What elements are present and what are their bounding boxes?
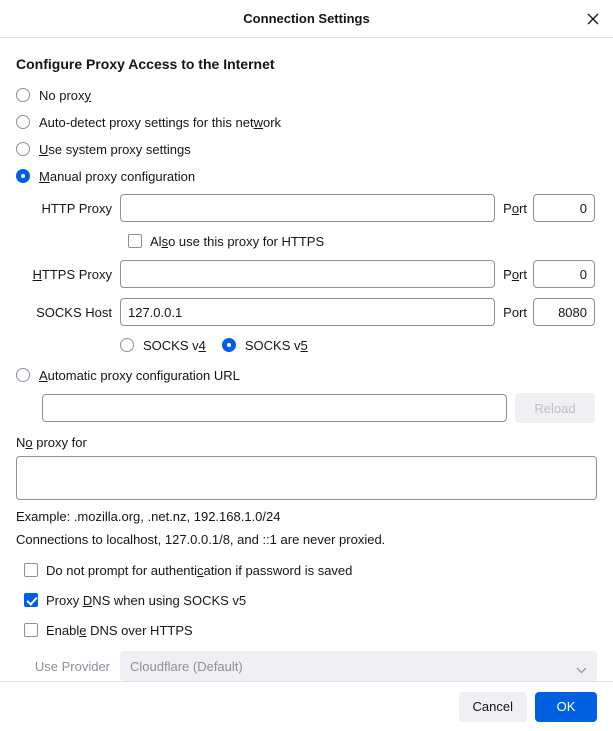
https-port-label: Port: [503, 266, 527, 282]
radio-socks-v4[interactable]: [120, 336, 206, 354]
no-proxy-label: No proxy for: [16, 435, 87, 450]
radio-socks-v4-indicator: [120, 338, 134, 352]
reload-button[interactable]: Reload: [515, 393, 595, 423]
dialog-footer: [0, 681, 613, 731]
socks-port-label: Port: [503, 304, 527, 320]
https-proxy-row: [16, 260, 597, 288]
cancel-button[interactable]: Cancel: [459, 692, 527, 722]
dialog-content: [0, 38, 613, 681]
checkbox-dns-over-https-indicator: [24, 623, 38, 637]
checkbox-no-auth-prompt[interactable]: [24, 561, 597, 579]
no-proxy-note: Connections to localhost, 127.0.0.1/8, and ::1 are never proxied.: [16, 532, 386, 547]
dialog-titlebar: [0, 0, 613, 38]
close-icon[interactable]: [581, 7, 605, 31]
checkbox-proxy-dns-label: Proxy DNS when using SOCKS v5: [46, 592, 247, 608]
socks-host-label: SOCKS Host: [36, 304, 112, 320]
checkbox-dns-over-https-label: Enable DNS over HTTPS: [46, 622, 193, 638]
radio-no-proxy-label: No proxy: [39, 87, 92, 103]
options-group: [16, 561, 597, 639]
chevron-down-icon: [576, 662, 587, 677]
provider-selected-value: Cloudflare (Default): [130, 658, 243, 674]
also-use-for-https-indicator: [128, 234, 142, 248]
checkbox-dns-over-https[interactable]: [24, 621, 597, 639]
provider-row: [16, 651, 597, 681]
radio-socks-v5-label: SOCKS v5: [244, 337, 308, 353]
https-proxy-input[interactable]: [120, 260, 495, 288]
https-proxy-label: HTTPS Proxy: [32, 266, 112, 282]
socks-version-group: [120, 336, 597, 354]
radio-socks-v5-indicator: [222, 338, 236, 352]
radio-no-proxy-indicator: [16, 88, 30, 102]
radio-system-proxy[interactable]: [16, 140, 597, 158]
radio-auto-detect-label: Auto-detect proxy settings for this network: [39, 114, 282, 130]
no-proxy-example: Example: .mozilla.org, .net.nz, 192.168.1.0/24: [16, 509, 281, 524]
no-proxy-textarea[interactable]: [16, 456, 597, 500]
checkbox-no-auth-prompt-label: Do not prompt for authentication if password is saved: [46, 562, 353, 578]
radio-auto-config-url[interactable]: [16, 366, 597, 384]
section-title: Configure Proxy Access to the Internet: [16, 56, 275, 72]
socks-host-row: [16, 298, 597, 326]
http-proxy-row: [16, 194, 597, 222]
radio-auto-config-url-label: Automatic proxy configuration URL: [39, 367, 240, 383]
checkbox-proxy-dns[interactable]: [24, 591, 597, 609]
radio-system-proxy-indicator: [16, 142, 30, 156]
http-port-input[interactable]: [533, 194, 595, 222]
http-proxy-input[interactable]: [120, 194, 495, 222]
auto-config-url-row: [42, 393, 597, 423]
radio-auto-config-url-indicator: [16, 368, 30, 382]
http-port-label: Port: [503, 200, 527, 216]
radio-system-proxy-label: Use system proxy settings: [39, 141, 191, 157]
provider-label: Use Provider: [34, 658, 110, 674]
radio-no-proxy[interactable]: [16, 86, 597, 104]
dialog-title: Connection Settings: [243, 11, 370, 26]
checkbox-no-auth-prompt-indicator: [24, 563, 38, 577]
radio-socks-v5[interactable]: [222, 336, 308, 354]
checkbox-proxy-dns-indicator: [24, 593, 38, 607]
also-use-for-https-label: Also use this proxy for HTTPS: [150, 233, 325, 249]
socks-host-input[interactable]: [120, 298, 495, 326]
radio-manual-proxy-label: Manual proxy configuration: [39, 168, 196, 184]
https-port-input[interactable]: [533, 260, 595, 288]
auto-config-url-input[interactable]: [42, 394, 507, 422]
also-use-for-https-checkbox[interactable]: [128, 232, 597, 250]
radio-manual-proxy-indicator: [16, 169, 30, 183]
provider-select[interactable]: [120, 651, 597, 681]
ok-button[interactable]: OK: [535, 692, 597, 722]
radio-auto-detect-indicator: [16, 115, 30, 129]
radio-socks-v4-label: SOCKS v4: [143, 337, 206, 353]
radio-manual-proxy[interactable]: [16, 167, 597, 185]
socks-port-input[interactable]: [533, 298, 595, 326]
http-proxy-label: HTTP Proxy: [41, 200, 112, 216]
radio-auto-detect[interactable]: [16, 113, 597, 131]
